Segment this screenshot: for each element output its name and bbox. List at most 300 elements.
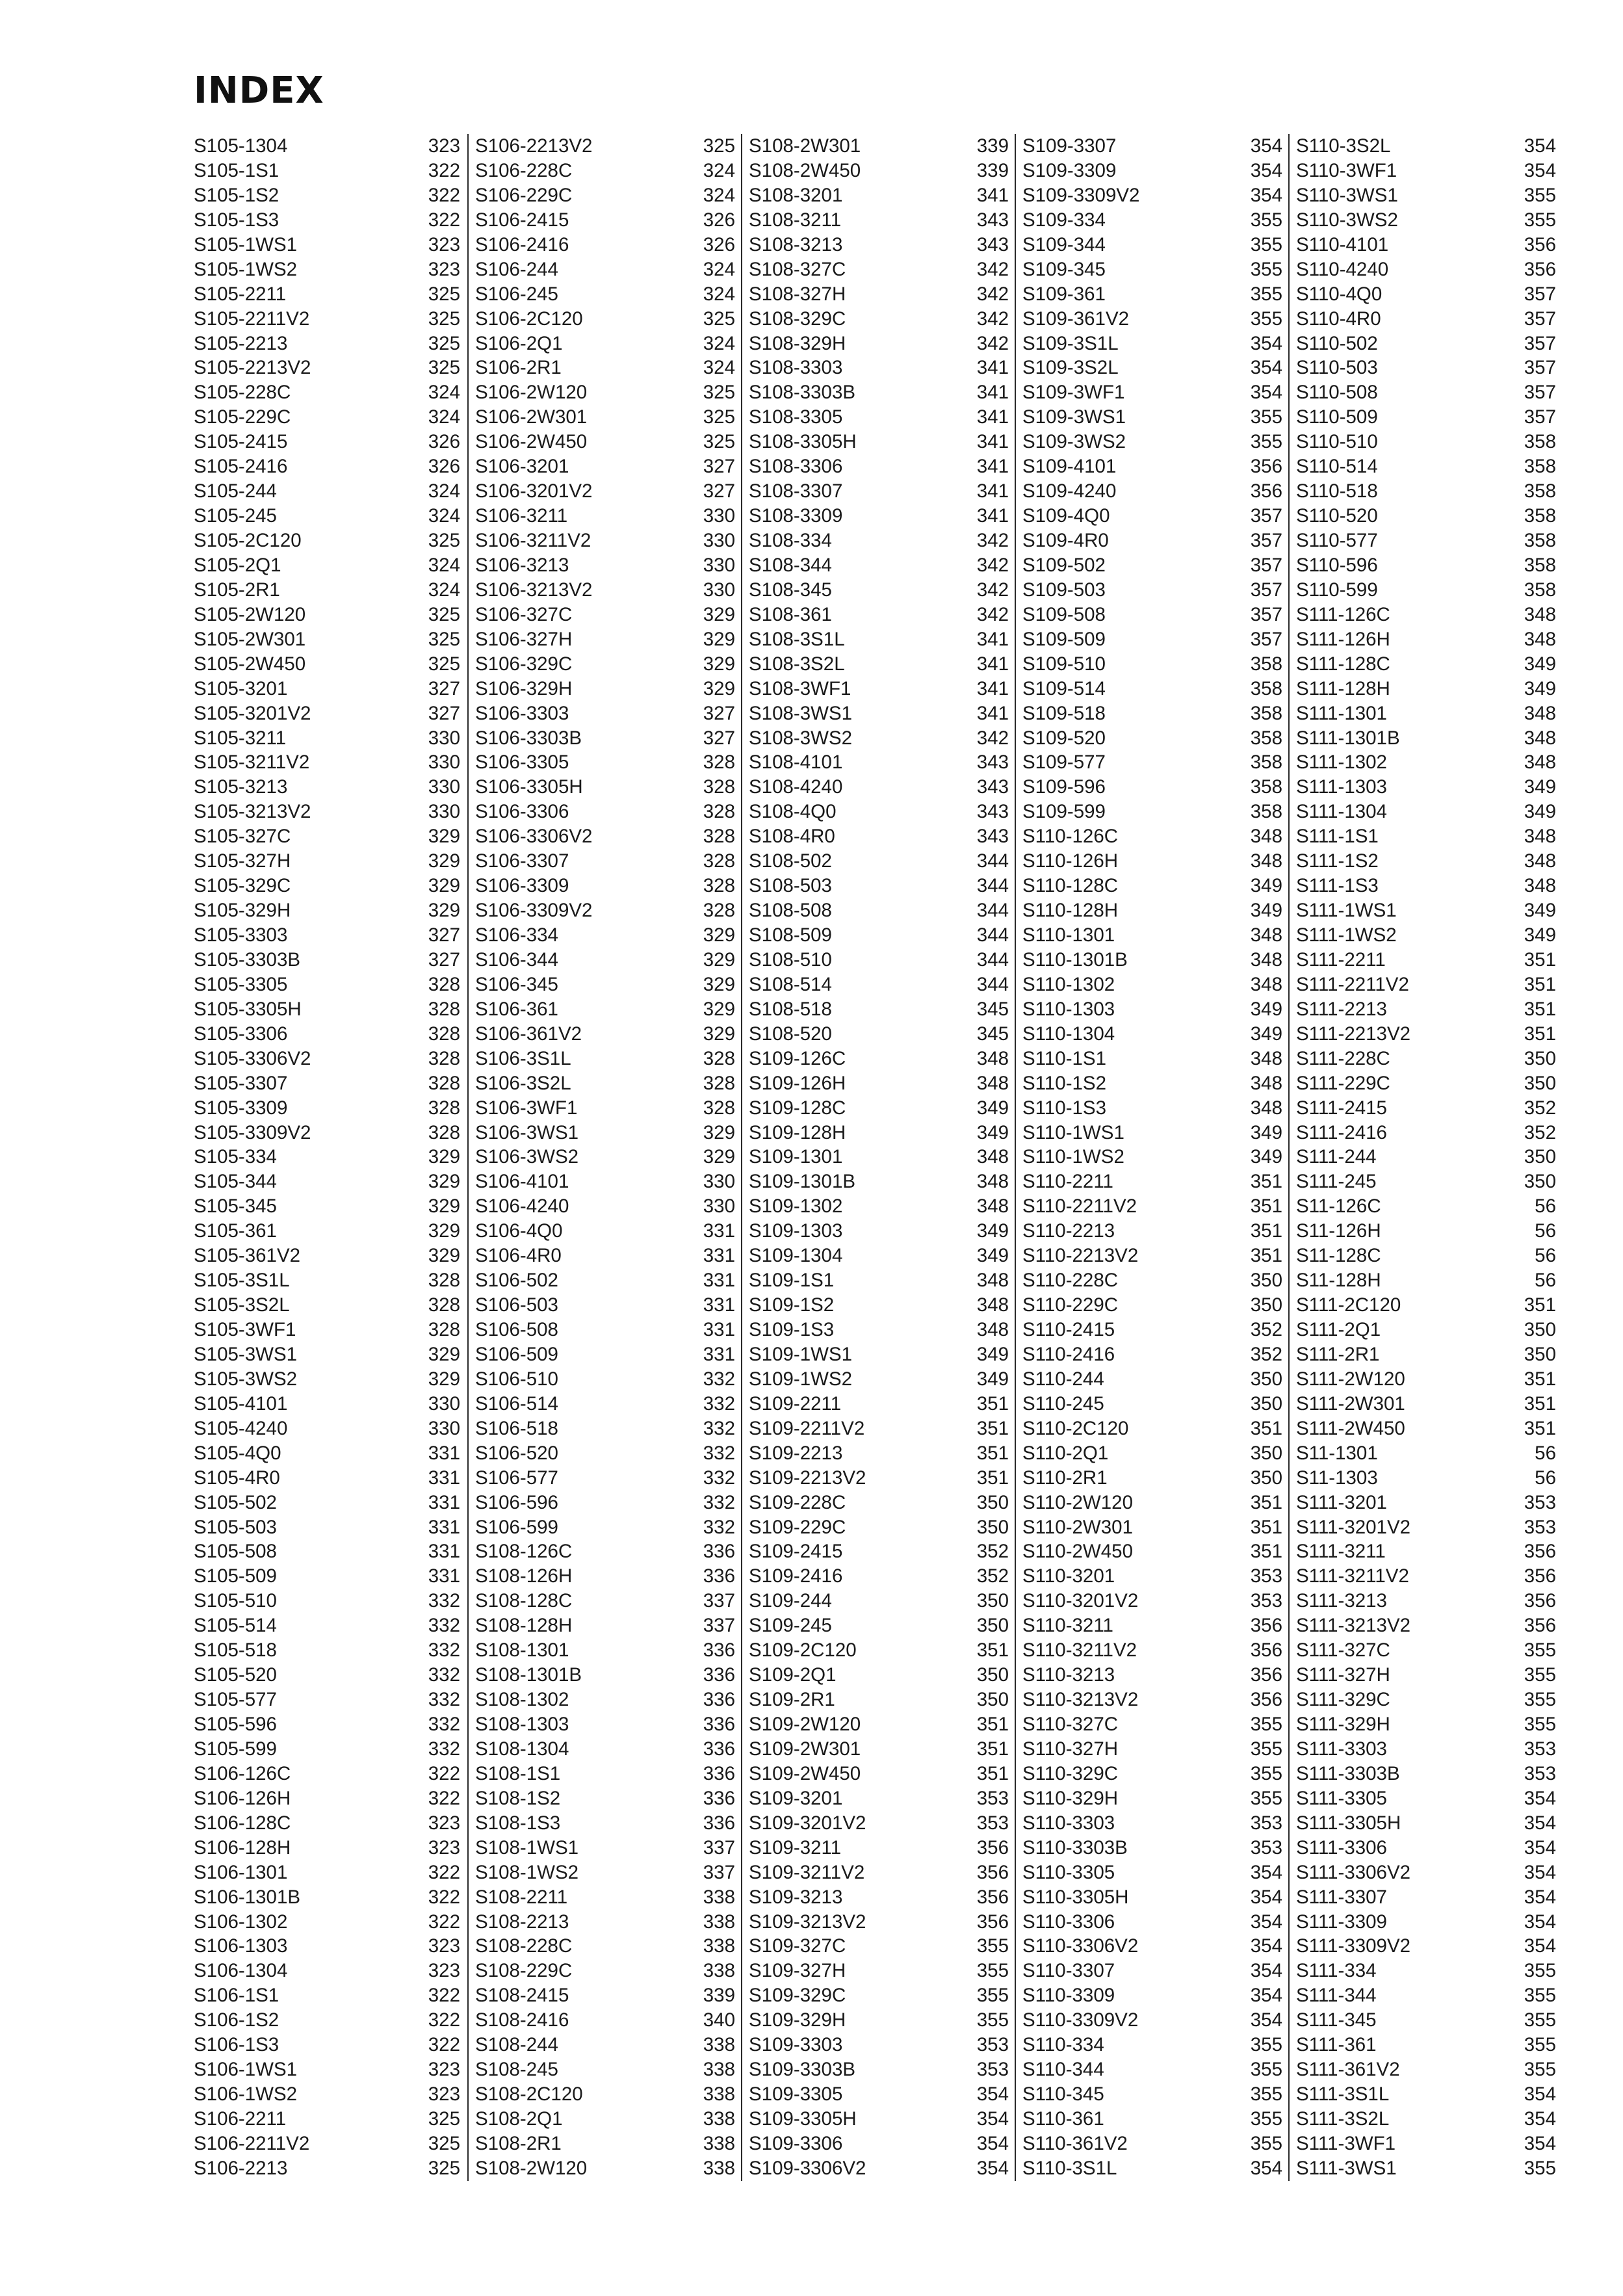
entry-code: S111-128H <box>1296 677 1390 699</box>
entry-code: S105-520 <box>194 1664 277 1686</box>
index-entry <box>1016 1096 1292 1121</box>
entry-code: S109-3201 <box>749 1787 843 1809</box>
index-entry <box>1016 1194 1292 1219</box>
index-entry <box>1016 1811 1292 1836</box>
index-entry <box>194 1441 469 1466</box>
index-entry <box>1016 454 1292 479</box>
entry-page: 327 <box>703 727 735 749</box>
index-entry <box>194 1712 469 1737</box>
index-entry <box>742 1613 1018 1638</box>
entry-page: 329 <box>703 973 735 995</box>
entry-code: S108-2211 <box>475 1886 568 1908</box>
entry-page: 355 <box>976 1935 1009 1957</box>
index-entry <box>1290 1047 1565 1071</box>
entry-page: 350 <box>1250 1467 1282 1489</box>
entry-page: 322 <box>428 1787 460 1809</box>
entry-page: 326 <box>428 431 460 453</box>
index-entry <box>469 1762 744 1786</box>
entry-page: 358 <box>1524 480 1556 502</box>
entry-code: S111-3WS1 <box>1296 2157 1397 2179</box>
entry-code: S105-228C <box>194 382 291 404</box>
index-entry <box>1290 1688 1565 1712</box>
entry-code: S106-229C <box>475 184 573 206</box>
index-entry <box>194 430 469 454</box>
index-entry <box>194 1688 469 1712</box>
index-entry <box>1016 2082 1292 2107</box>
entry-page: 350 <box>1250 1294 1282 1316</box>
entry-page: 336 <box>703 1565 735 1587</box>
index-entry <box>469 504 744 528</box>
entry-code: S110-3213V2 <box>1022 1689 1139 1711</box>
entry-code: S105-329H <box>194 900 291 922</box>
entry-page: 351 <box>1524 1023 1556 1045</box>
entry-page: 341 <box>976 406 1009 428</box>
entry-page: 354 <box>1524 135 1556 157</box>
index-entry <box>469 2082 744 2107</box>
index-entry <box>1016 824 1292 849</box>
index-entry <box>1290 1268 1565 1293</box>
index-entry <box>1016 1737 1292 1762</box>
entry-page: 354 <box>1524 1836 1556 1859</box>
index-entry <box>742 1786 1018 1811</box>
index-entry <box>1016 1441 1292 1466</box>
index-entry <box>1016 750 1292 775</box>
entry-code: S106-3309V2 <box>475 900 593 922</box>
entry-page: 357 <box>1524 332 1556 354</box>
index-entry <box>194 1342 469 1367</box>
entry-code: S110-2213 <box>1022 1220 1115 1242</box>
entry-page: 354 <box>1250 135 1282 157</box>
index-entry <box>742 1145 1018 1169</box>
index-entry <box>1016 332 1292 356</box>
entry-page: 329 <box>703 603 735 625</box>
entry-code: S110-2W301 <box>1022 1516 1133 1538</box>
entry-page: 355 <box>1524 1985 1556 2007</box>
entry-code: S111-2213 <box>1296 998 1387 1020</box>
entry-page: 56 <box>1535 1245 1556 1267</box>
entry-code: S109-2211V2 <box>749 1417 865 1439</box>
entry-page: 328 <box>703 826 735 848</box>
entry-code: S109-2415 <box>749 1541 843 1563</box>
entry-page: 349 <box>976 1343 1009 1365</box>
index-entry <box>1290 553 1565 578</box>
entry-code: S105-3213 <box>194 776 288 798</box>
entry-code: S109-128C <box>749 1097 846 1119</box>
entry-code: S105-4240 <box>194 1417 288 1439</box>
entry-page: 351 <box>976 1639 1009 1662</box>
index-entry <box>1016 2107 1292 2132</box>
index-entry <box>1290 2132 1565 2156</box>
entry-page: 332 <box>703 1417 735 1439</box>
entry-code: S105-334 <box>194 1146 277 1168</box>
index-entry <box>1290 1219 1565 1244</box>
entry-page: 357 <box>1524 382 1556 404</box>
entry-code: S106-327H <box>475 628 573 650</box>
entry-page: 356 <box>1250 480 1282 502</box>
entry-page: 324 <box>703 332 735 354</box>
index-entry <box>1290 2033 1565 2057</box>
entry-code: S109-3309V2 <box>1022 184 1140 206</box>
index-entry <box>742 208 1018 233</box>
entry-page: 341 <box>976 677 1009 699</box>
entry-code: S106-245 <box>475 283 558 305</box>
index-entry <box>742 1318 1018 1342</box>
entry-page: 330 <box>428 776 460 798</box>
entry-code: S111-1301 <box>1296 702 1387 724</box>
entry-page: 350 <box>1524 1171 1556 1193</box>
entry-page: 357 <box>1524 307 1556 330</box>
entry-code: S108-1WS1 <box>475 1836 579 1859</box>
entry-page: 325 <box>428 2108 460 2130</box>
entry-code: S110-2211V2 <box>1022 1195 1137 1218</box>
entry-page: 322 <box>428 159 460 181</box>
entry-page: 329 <box>428 1171 460 1193</box>
entry-code: S110-508 <box>1296 382 1378 404</box>
entry-code: S110-3S2L <box>1296 135 1391 157</box>
entry-code: S109-509 <box>1022 628 1106 650</box>
entry-code: S109-502 <box>1022 554 1106 576</box>
entry-code: S111-2W120 <box>1296 1368 1405 1390</box>
entry-page: 348 <box>1524 727 1556 749</box>
entry-page: 323 <box>428 1935 460 1957</box>
index-entry <box>742 134 1018 159</box>
entry-page: 348 <box>1524 603 1556 625</box>
entry-page: 348 <box>976 1319 1009 1340</box>
entry-code: S105-1S2 <box>194 184 279 206</box>
entry-code: S105-3305H <box>194 998 302 1020</box>
index-entry <box>469 1392 744 1416</box>
entry-code: S108-329H <box>749 332 846 354</box>
index-entry <box>1290 800 1565 824</box>
index-entry <box>194 2132 469 2156</box>
entry-page: 336 <box>703 1787 735 1809</box>
index-entry <box>194 528 469 553</box>
index-entry <box>194 1613 469 1638</box>
entry-code: S105-3201 <box>194 677 288 699</box>
index-entry <box>469 1910 744 1935</box>
entry-code: S110-2W120 <box>1022 1491 1133 1513</box>
entry-code: S111-2211V2 <box>1296 973 1409 995</box>
index-entry <box>1290 1885 1565 1910</box>
index-entry <box>469 208 744 233</box>
entry-code: S111-2W450 <box>1296 1417 1405 1439</box>
entry-code: S106-334 <box>475 924 558 946</box>
entry-code: S110-3306 <box>1022 1911 1115 1933</box>
index-entry <box>742 2082 1018 2107</box>
entry-page: 330 <box>428 1417 460 1439</box>
entry-page: 344 <box>976 924 1009 946</box>
entry-page: 357 <box>1250 603 1282 625</box>
entry-page: 342 <box>976 554 1009 576</box>
entry-page: 332 <box>703 1442 735 1464</box>
entry-page: 328 <box>703 751 735 774</box>
entry-code: S108-126H <box>475 1565 573 1587</box>
entry-page: 56 <box>1535 1270 1556 1292</box>
index-entry <box>742 1194 1018 1219</box>
entry-page: 337 <box>703 1590 735 1612</box>
entry-code: S110-1301B <box>1022 948 1128 971</box>
index-entry <box>1016 1885 1292 1910</box>
entry-code: S105-1WS1 <box>194 233 298 255</box>
index-entry <box>194 307 469 332</box>
entry-code: S106-361 <box>475 998 558 1020</box>
entry-code: S109-3WS2 <box>1022 431 1126 453</box>
entry-code: S106-4101 <box>475 1171 569 1193</box>
entry-page: 355 <box>1524 2157 1556 2179</box>
index-entry <box>469 849 744 874</box>
index-entry <box>194 134 469 159</box>
entry-page: 324 <box>428 505 460 527</box>
entry-code: S108-518 <box>749 998 832 1020</box>
entry-page: 358 <box>1250 653 1282 675</box>
index-entry <box>742 257 1018 282</box>
index-entry <box>194 874 469 898</box>
entry-page: 352 <box>976 1565 1009 1587</box>
index-entry <box>1016 1416 1292 1441</box>
index-entry <box>1016 2033 1292 2057</box>
entry-code: S105-509 <box>194 1565 277 1587</box>
index-entry <box>742 1762 1018 1786</box>
index-entry <box>742 454 1018 479</box>
index-entry <box>469 1022 744 1047</box>
entry-page: 357 <box>1250 554 1282 576</box>
entry-page: 329 <box>428 1245 460 1267</box>
entry-page: 324 <box>703 357 735 379</box>
entry-page: 330 <box>703 1195 735 1218</box>
entry-code: S110-1302 <box>1022 973 1115 995</box>
entry-page: 348 <box>976 1195 1009 1218</box>
index-entry <box>1290 430 1565 454</box>
entry-page: 328 <box>703 1047 735 1069</box>
entry-page: 350 <box>976 1689 1009 1711</box>
index-entry <box>469 233 744 257</box>
entry-page: 328 <box>428 1047 460 1069</box>
index-entry <box>194 1663 469 1688</box>
index-column-3 <box>741 134 1018 2181</box>
entry-page: 339 <box>976 135 1009 157</box>
entry-code: S105-3303B <box>194 948 301 971</box>
entry-page: 343 <box>976 233 1009 255</box>
entry-code: S109-327H <box>749 1960 846 1982</box>
entry-page: 353 <box>1524 1738 1556 1760</box>
entry-code: S111-3211V2 <box>1296 1565 1409 1587</box>
entry-page: 329 <box>703 1023 735 1045</box>
entry-code: S110-3305H <box>1022 1886 1129 1908</box>
entry-page: 351 <box>1250 1220 1282 1242</box>
entry-page: 355 <box>1250 2034 1282 2056</box>
entry-page: 327 <box>703 480 735 502</box>
entry-code: S108-3211 <box>749 209 842 231</box>
entry-page: 351 <box>1250 1541 1282 1563</box>
entry-code: S109-3307 <box>1022 135 1117 157</box>
entry-code: S11-128C <box>1296 1245 1381 1267</box>
entry-page: 331 <box>428 1467 460 1489</box>
entry-code: S109-2W450 <box>749 1762 861 1784</box>
entry-page: 331 <box>428 1565 460 1587</box>
entry-page: 357 <box>1524 283 1556 305</box>
entry-page: 329 <box>703 924 735 946</box>
entry-code: S105-2W301 <box>194 628 306 650</box>
entry-page: 341 <box>976 382 1009 404</box>
entry-code: S110-518 <box>1296 480 1378 502</box>
entry-code: S106-3WS1 <box>475 1121 579 1143</box>
entry-code: S105-596 <box>194 1714 277 1735</box>
entry-code: S111-329H <box>1296 1714 1390 1735</box>
entry-page: 350 <box>1250 1392 1282 1415</box>
index-entry <box>1290 479 1565 504</box>
entry-code: S110-3307 <box>1022 1960 1115 1982</box>
entry-page: 349 <box>1524 653 1556 675</box>
entry-page: 356 <box>1524 1541 1556 1563</box>
entry-page: 332 <box>703 1491 735 1513</box>
index-entry <box>469 1688 744 1712</box>
entry-code: S109-1303 <box>749 1220 843 1242</box>
entry-page: 345 <box>976 998 1009 1020</box>
index-entry <box>742 1416 1018 1441</box>
index-column-5 <box>1288 134 1565 2181</box>
index-entry <box>1016 1860 1292 1885</box>
entry-page: 328 <box>703 801 735 823</box>
entry-page: 328 <box>428 1023 460 1045</box>
entry-page: 323 <box>428 258 460 280</box>
entry-page: 332 <box>428 1615 460 1637</box>
entry-code: S111-2213V2 <box>1296 1023 1411 1045</box>
index-entry <box>194 1293 469 1318</box>
entry-page: 322 <box>428 1886 460 1908</box>
entry-code: S108-3S2L <box>749 653 845 675</box>
entry-code: S109-1WS1 <box>749 1343 853 1365</box>
entry-code: S110-3S1L <box>1022 2157 1117 2179</box>
index-entry <box>1016 701 1292 726</box>
entry-code: S108-245 <box>475 2059 558 2081</box>
index-entry <box>1290 233 1565 257</box>
entry-page: 343 <box>976 776 1009 798</box>
index-entry <box>742 380 1018 405</box>
entry-code: S111-1WS1 <box>1296 900 1397 922</box>
entry-page: 326 <box>703 233 735 255</box>
entry-page: 56 <box>1535 1220 1556 1242</box>
index-entry <box>742 775 1018 800</box>
entry-page: 357 <box>1250 628 1282 650</box>
index-entry <box>1290 578 1565 603</box>
entry-page: 354 <box>1250 2157 1282 2179</box>
index-entry <box>1016 1219 1292 1244</box>
entry-code: S111-3213V2 <box>1296 1615 1411 1637</box>
entry-page: 331 <box>428 1442 460 1464</box>
entry-page: 328 <box>428 998 460 1020</box>
index-entry <box>742 1688 1018 1712</box>
entry-code: S106-3201 <box>475 456 569 478</box>
index-entry <box>469 528 744 553</box>
index-entry <box>194 1318 469 1342</box>
index-entry <box>194 1392 469 1416</box>
index-entry <box>1016 578 1292 603</box>
entry-code: S110-1304 <box>1022 1023 1115 1045</box>
index-entry <box>194 553 469 578</box>
index-entry <box>1016 159 1292 183</box>
entry-code: S111-3309V2 <box>1296 1935 1411 1957</box>
entry-code: S111-3307 <box>1296 1886 1387 1908</box>
entry-code: S108-2213 <box>475 1911 569 1933</box>
entry-code: S110-345 <box>1022 2083 1104 2106</box>
index-entry <box>742 997 1018 1022</box>
index-entry <box>194 1638 469 1663</box>
index-entry <box>469 1466 744 1491</box>
index-entry <box>742 1244 1018 1268</box>
entry-page: 351 <box>1524 998 1556 1020</box>
entry-code: S105-514 <box>194 1615 277 1637</box>
index-entry <box>469 775 744 800</box>
entry-code: S111-344 <box>1296 1985 1377 2007</box>
entry-page: 328 <box>428 1072 460 1094</box>
entry-page: 353 <box>1250 1836 1282 1859</box>
index-entry <box>469 2132 744 2156</box>
entry-code: S11-1301 <box>1296 1442 1378 1464</box>
index-entry <box>1290 1613 1565 1638</box>
index-entry <box>469 1416 744 1441</box>
index-entry <box>742 1047 1018 1071</box>
entry-page: 354 <box>1250 357 1282 379</box>
index-entry <box>742 1515 1018 1540</box>
index-entry <box>1290 1318 1565 1342</box>
entry-page: 350 <box>976 1664 1009 1686</box>
index-entry <box>469 1983 744 2008</box>
entry-page: 349 <box>976 1097 1009 1119</box>
entry-page: 358 <box>1250 751 1282 774</box>
entry-page: 329 <box>428 1220 460 1242</box>
entry-page: 356 <box>1524 1615 1556 1637</box>
index-entry <box>1290 1071 1565 1096</box>
entry-code: S110-3309 <box>1022 1985 1115 2007</box>
entry-page: 328 <box>428 1121 460 1143</box>
index-entry <box>194 1762 469 1786</box>
entry-page: 338 <box>703 1960 735 1982</box>
entry-page: 342 <box>976 307 1009 330</box>
index-entry <box>1290 307 1565 332</box>
index-entry <box>742 2156 1018 2181</box>
entry-code: S109-1S3 <box>749 1319 835 1340</box>
entry-code: S111-229C <box>1296 1072 1390 1094</box>
entry-code: S105-3303 <box>194 924 288 946</box>
entry-code: S105-3201V2 <box>194 702 311 724</box>
index-entry <box>742 1342 1018 1367</box>
entry-page: 329 <box>703 1121 735 1143</box>
index-entry <box>469 1145 744 1169</box>
index-entry <box>194 2057 469 2082</box>
entry-page: 352 <box>1250 1319 1282 1340</box>
entry-page: 325 <box>703 307 735 330</box>
entry-page: 351 <box>1524 973 1556 995</box>
entry-code: S108-4240 <box>749 776 843 798</box>
index-entry <box>1290 701 1565 726</box>
entry-page: 351 <box>1524 1294 1556 1316</box>
entry-page: 351 <box>1250 1245 1282 1267</box>
entry-page: 332 <box>428 1714 460 1735</box>
entry-page: 330 <box>703 505 735 527</box>
index-entry <box>1290 1244 1565 1268</box>
entry-page: 330 <box>703 554 735 576</box>
entry-code: S106-2R1 <box>475 357 562 379</box>
entry-page: 355 <box>1250 258 1282 280</box>
entry-page: 352 <box>1524 1121 1556 1143</box>
entry-code: S105-3S2L <box>194 1294 290 1316</box>
entry-page: 354 <box>1250 1911 1282 1933</box>
entry-code: S106-3WF1 <box>475 1097 578 1119</box>
entry-code: S110-4101 <box>1296 233 1389 255</box>
entry-page: 340 <box>703 2009 735 2031</box>
entry-code: S106-599 <box>475 1516 558 1538</box>
entry-page: 356 <box>1524 1590 1556 1612</box>
